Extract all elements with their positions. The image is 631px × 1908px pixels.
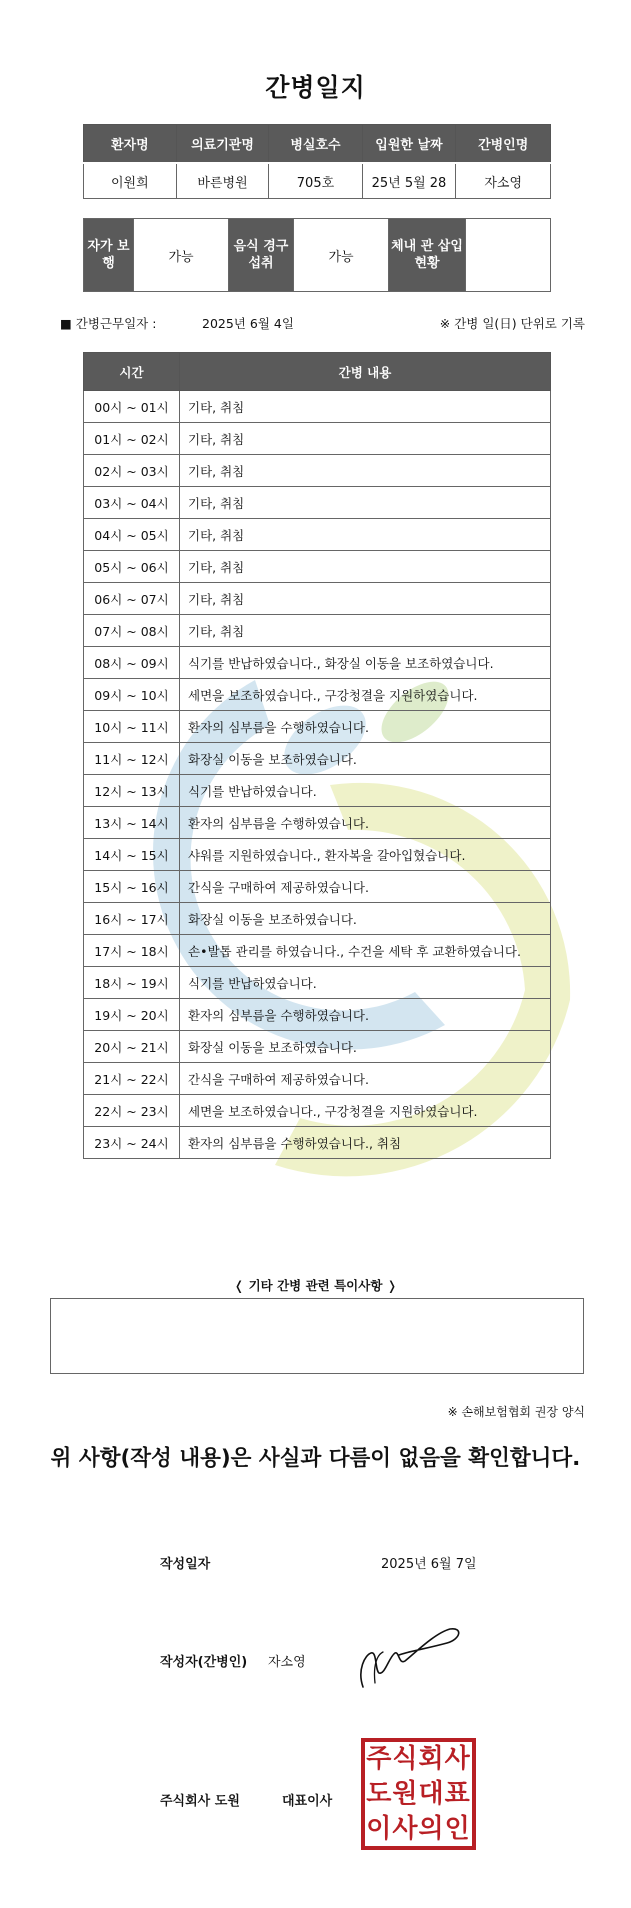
log-time: 00시 ~ 01시 [84, 391, 180, 423]
log-content: 기타, 취침 [180, 583, 551, 615]
log-row [84, 775, 551, 807]
log-time: 13시 ~ 14시 [84, 807, 180, 839]
log-content: 기타, 취침 [180, 423, 551, 455]
header-room: 병실호수 [269, 125, 362, 164]
log-content: 손•발톱 관리를 하였습니다., 수건을 세탁 후 교환하였습니다. [180, 935, 551, 967]
header-hospital: 의료기관명 [176, 125, 269, 164]
patient-status-table [83, 218, 551, 292]
log-time: 04시 ~ 05시 [84, 519, 180, 551]
log-content: 기타, 취침 [180, 615, 551, 647]
log-time: 06시 ~ 07시 [84, 583, 180, 615]
log-row [84, 615, 551, 647]
log-time: 08시 ~ 09시 [84, 647, 180, 679]
log-row [84, 1127, 551, 1159]
log-row [84, 871, 551, 903]
log-content: 기타, 취침 [180, 487, 551, 519]
log-time: 17시 ~ 18시 [84, 935, 180, 967]
log-body [84, 391, 551, 1159]
log-row [84, 903, 551, 935]
patient-info-table [83, 124, 551, 199]
log-row [84, 999, 551, 1031]
log-time: 09시 ~ 10시 [84, 679, 180, 711]
header-caregiver: 간병인명 [456, 125, 551, 164]
log-content: 화장실 이동을 보조하였습니다. [180, 1031, 551, 1063]
write-date-value: 2025년 6월 7일 [381, 1557, 477, 1572]
log-row [84, 1095, 551, 1127]
care-log-table [83, 352, 551, 1159]
log-time: 15시 ~ 16시 [84, 871, 180, 903]
company-seal: 주식회사 도원대표 이사의인 [361, 1738, 476, 1850]
log-content: 기타, 취침 [180, 551, 551, 583]
log-row [84, 839, 551, 871]
log-row [84, 487, 551, 519]
writer-label: 작성자(간병인) [160, 1655, 248, 1670]
log-row [84, 519, 551, 551]
log-content: 화장실 이동을 보조하였습니다. [180, 743, 551, 775]
log-time: 07시 ~ 08시 [84, 615, 180, 647]
log-content: 환자의 심부름을 수행하였습니다., 취침 [180, 1127, 551, 1159]
log-content: 세면을 보조하였습니다., 구강청결을 지원하였습니다. [180, 679, 551, 711]
writer-name: 자소영 [268, 1655, 306, 1670]
walk-value: 가능 [134, 219, 229, 292]
log-content: 기타, 취침 [180, 519, 551, 551]
company-name: 주식회사 도원 [160, 1794, 240, 1809]
log-time: 12시 ~ 13시 [84, 775, 180, 807]
work-date-note: ※ 간병 일(日) 단위로 기록 [439, 316, 585, 331]
log-content: 환자의 심부름을 수행하였습니다. [180, 999, 551, 1031]
header-patient-name: 환자명 [84, 125, 177, 164]
association-note: ※ 손해보험협회 권장 양식 [447, 1405, 585, 1419]
special-notes-box [50, 1298, 584, 1374]
log-content: 식기를 반납하였습니다., 화장실 이동을 보조하였습니다. [180, 647, 551, 679]
work-date-value: 2025년 6월 4일 [202, 316, 294, 331]
log-content: 세면을 보조하였습니다., 구강청결을 지원하였습니다. [180, 1095, 551, 1127]
work-date-label: ■ 간병근무일자 : [60, 316, 157, 331]
food-label: 음식 경구 섭취 [229, 219, 294, 292]
log-row [84, 391, 551, 423]
log-time: 01시 ~ 02시 [84, 423, 180, 455]
header-admission-date: 입원한 날짜 [362, 125, 456, 164]
log-content: 환자의 심부름을 수행하였습니다. [180, 807, 551, 839]
log-row [84, 423, 551, 455]
log-row [84, 583, 551, 615]
log-time: 05시 ~ 06시 [84, 551, 180, 583]
walk-label: 자가 보행 [84, 219, 134, 292]
log-row [84, 711, 551, 743]
log-header-content: 간병 내용 [180, 353, 551, 391]
patient-name: 이원희 [84, 163, 177, 199]
tube-value [466, 219, 551, 292]
log-content: 샤워를 지원하였습니다., 환자복을 갈아입혔습니다. [180, 839, 551, 871]
log-time: 10시 ~ 11시 [84, 711, 180, 743]
log-row [84, 679, 551, 711]
log-row [84, 935, 551, 967]
log-row [84, 551, 551, 583]
log-row [84, 743, 551, 775]
log-row [84, 647, 551, 679]
log-time: 18시 ~ 19시 [84, 967, 180, 999]
signature [355, 1625, 465, 1690]
log-time: 23시 ~ 24시 [84, 1127, 180, 1159]
log-content: 기타, 취침 [180, 455, 551, 487]
log-row [84, 807, 551, 839]
write-date-label: 작성일자 [160, 1557, 211, 1572]
log-time: 14시 ~ 15시 [84, 839, 180, 871]
tube-label: 체내 관 삽입 현황 [389, 219, 466, 292]
log-header-time: 시간 [84, 353, 180, 391]
log-content: 간식을 구매하여 제공하였습니다. [180, 871, 551, 903]
log-content: 기타, 취침 [180, 391, 551, 423]
log-row [84, 967, 551, 999]
log-content: 간식을 구매하여 제공하였습니다. [180, 1063, 551, 1095]
ceo-label: 대표이사 [282, 1794, 333, 1809]
log-content: 식기를 반납하였습니다. [180, 775, 551, 807]
page-title: 간병일지 [265, 73, 366, 102]
special-notes-title: ❬ 기타 간병 관련 특이사항 ❭ [233, 1278, 398, 1293]
log-row [84, 1063, 551, 1095]
log-time: 03시 ~ 04시 [84, 487, 180, 519]
log-content: 환자의 심부름을 수행하였습니다. [180, 711, 551, 743]
admission-date: 25년 5월 28 [362, 163, 456, 199]
log-content: 화장실 이동을 보조하였습니다. [180, 903, 551, 935]
log-row [84, 1031, 551, 1063]
log-time: 22시 ~ 23시 [84, 1095, 180, 1127]
caregiver-name: 자소영 [456, 163, 551, 199]
food-value: 가능 [294, 219, 389, 292]
log-time: 02시 ~ 03시 [84, 455, 180, 487]
log-time: 11시 ~ 12시 [84, 743, 180, 775]
log-time: 20시 ~ 21시 [84, 1031, 180, 1063]
log-time: 21시 ~ 22시 [84, 1063, 180, 1095]
confirmation-statement: 위 사항(작성 내용)은 사실과 다름이 없음을 확인합니다. [50, 1446, 581, 1471]
log-row [84, 455, 551, 487]
room-number: 705호 [269, 163, 362, 199]
log-time: 19시 ~ 20시 [84, 999, 180, 1031]
log-content: 식기를 반납하였습니다. [180, 967, 551, 999]
log-time: 16시 ~ 17시 [84, 903, 180, 935]
hospital-name: 바른병원 [176, 163, 269, 199]
